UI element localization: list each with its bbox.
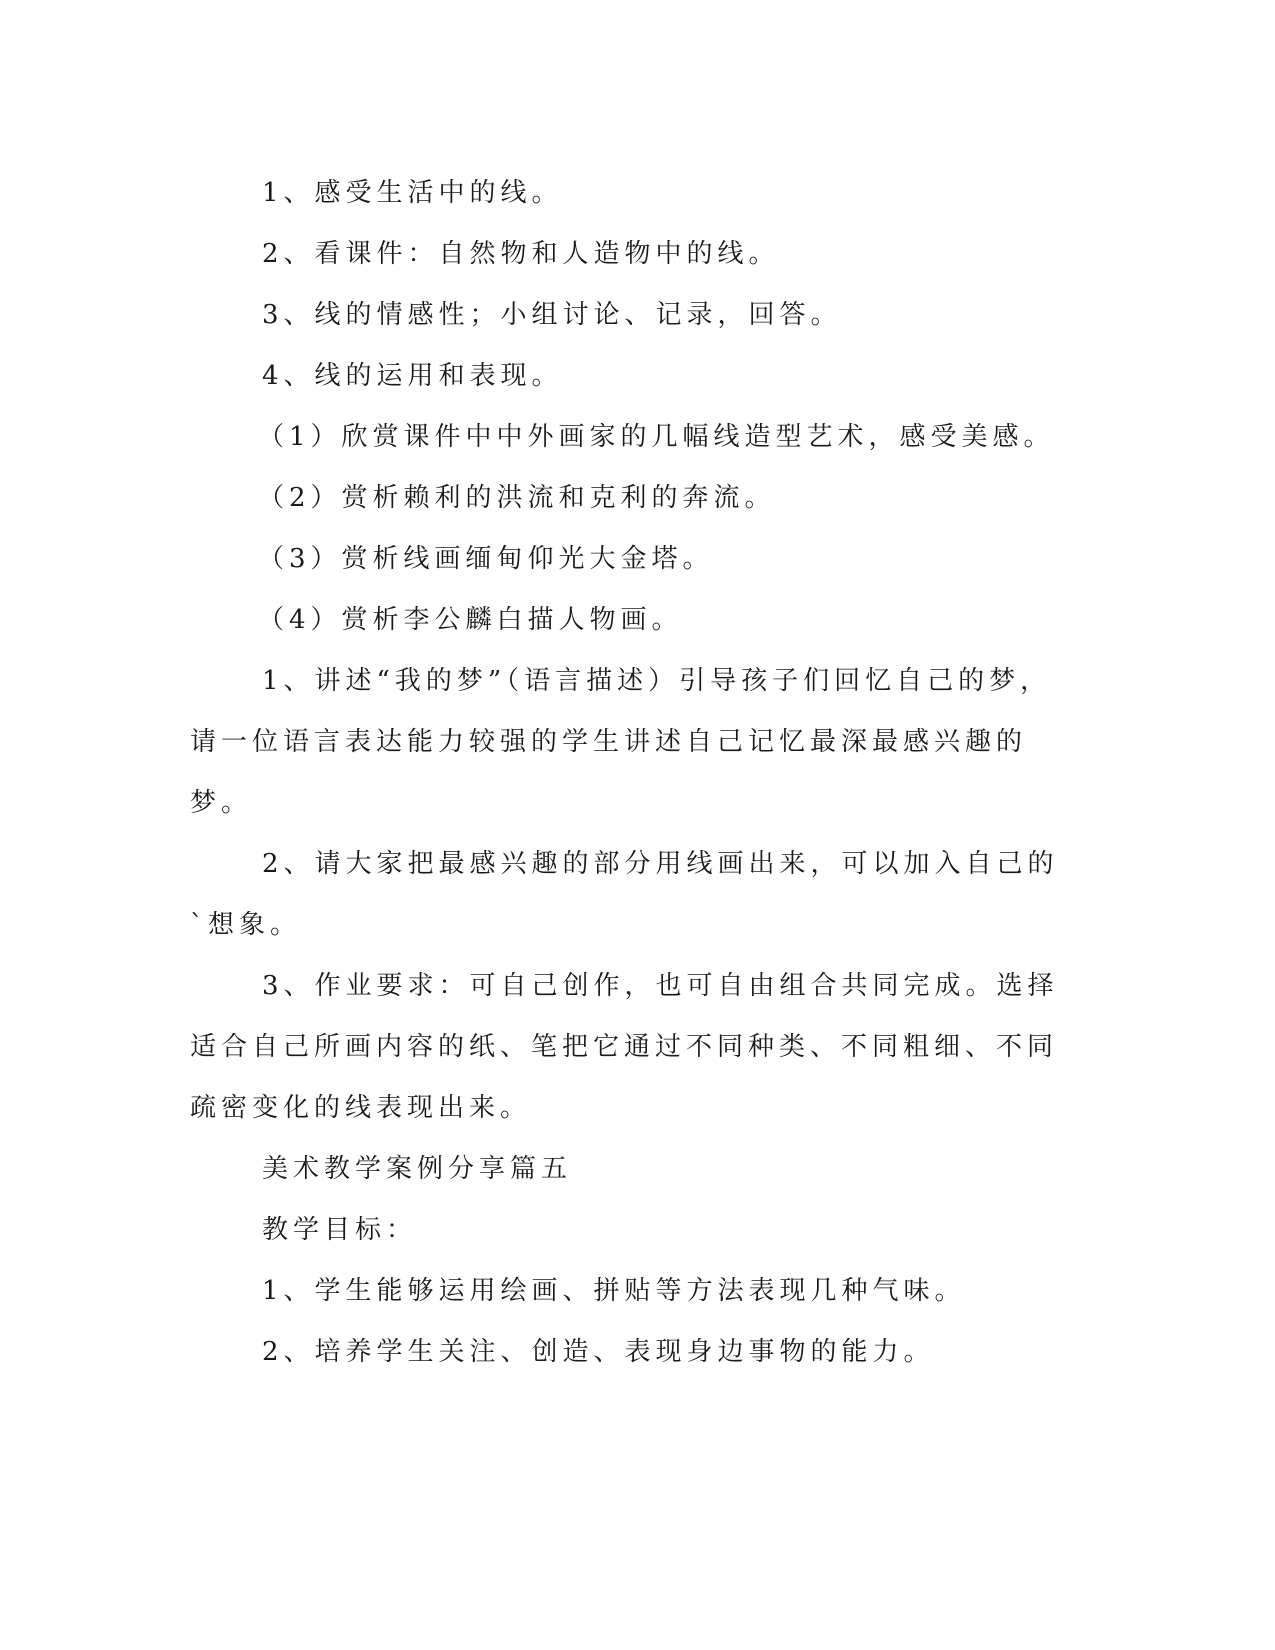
- paragraph-sub-3: （3）赏析线画缅甸仰光大金塔。: [258, 544, 714, 574]
- paragraph-sub-2: （2）赏析赖利的洪流和克利的奔流。: [258, 483, 776, 513]
- paragraph-dream-2: 2、请大家把最感兴趣的部分用线画出来，可以加入自己的`想象。: [190, 849, 1059, 940]
- paragraph-step-3: 3、线的情感性；小组讨论、记录，回答。: [262, 300, 842, 330]
- objective-2: 2、培养学生关注、创造、表现身边事物的能力。: [262, 1337, 935, 1367]
- section-heading: 美术教学案例分享篇五: [262, 1154, 573, 1184]
- paragraph-homework: 3、作业要求：可自己创作，也可自由组合共同完成。选择适合自己所画内容的纸、笔把它通过不同种类、不同粗细、不同疏密变化的线表现出来。: [190, 971, 1059, 1123]
- paragraph-step-4: 4、线的运用和表现。: [262, 361, 563, 391]
- objective-1: 1、学生能够运用绘画、拼贴等方法表现几种气味。: [262, 1276, 966, 1306]
- paragraph-dream-1: 1、讲述“我的梦”（语言描述）引导孩子们回忆自己的梦，请一位语言表达能力较强的学生讲述自己记忆最深最感兴趣的梦。: [190, 666, 1052, 818]
- paragraph-sub-4: （4）赏析李公麟白描人物画。: [258, 605, 683, 635]
- objectives-heading: 教学目标：: [262, 1215, 418, 1245]
- document-body: [190, 163, 1075, 1383]
- paragraph-step-1: 1、感受生活中的线。: [262, 178, 563, 208]
- paragraph-step-2: 2、看课件：自然物和人造物中的线。: [262, 239, 780, 269]
- paragraph-sub-1: （1）欣赏课件中中外画家的几幅线造型艺术，感受美感。: [258, 422, 1055, 452]
